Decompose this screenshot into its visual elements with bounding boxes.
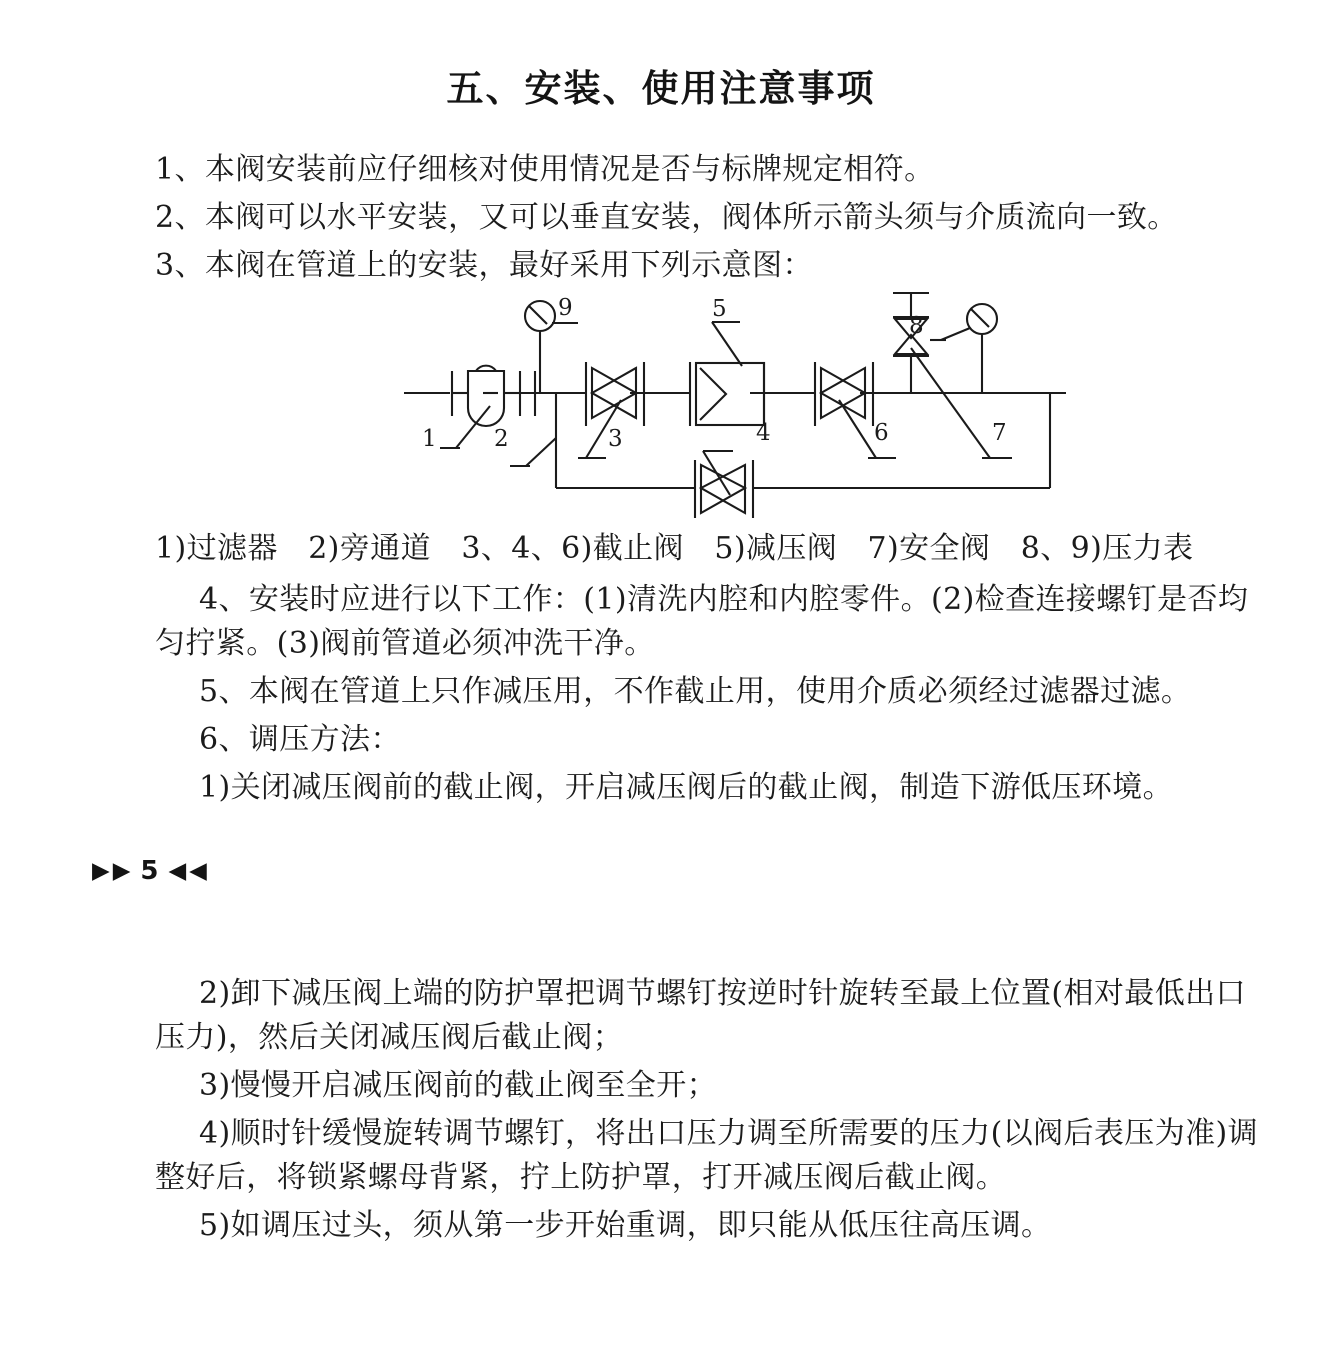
pressure-reducing-valve-5 xyxy=(690,322,764,426)
list-item: 3、本阀在管道上的安装，最好采用下列示意图： xyxy=(155,248,813,283)
list-item: 3)慢慢开启减压阀前的截止阀至全开； xyxy=(199,1068,717,1103)
list-item: 1、本阀安装前应仔细核对使用情况是否与标牌规定相符。 xyxy=(155,152,935,187)
list-item: 4)顺时针缓慢旋转调节螺钉，将出口压力调至所需要的压力(以阀后表压为准)调整好后，将锁紧螺母背紧，拧上防护罩，打开减压阀后截止阀。 xyxy=(155,1116,1258,1195)
fast-forward-icon: ▶▶ xyxy=(92,857,134,884)
diagram-callout-9: 9 xyxy=(558,295,573,321)
diagram-callout-2: 2 xyxy=(494,426,509,452)
diagram-callout-7: 7 xyxy=(992,420,1007,446)
piping-schematic-diagram xyxy=(390,288,1070,520)
diagram-callout-6: 6 xyxy=(874,420,889,446)
list-item: 4、安装时应进行以下工作：(1)清洗内腔和内腔零件。(2)检查连接螺钉是否均匀拧紧。(3)阀前管道必须冲洗干净。 xyxy=(155,582,1249,661)
mid-list xyxy=(155,578,1260,810)
page-title: 五、安装、使用注意事项 xyxy=(446,67,876,110)
second-list xyxy=(155,972,1260,1248)
legend-text: 1)过滤器 2)旁通道 3、4、6)截止阀 5)减压阀 7)安全阀 8、9)压力表 xyxy=(155,531,1194,566)
diagram-callout-1: 1 xyxy=(422,426,437,452)
rewind-icon: ◀◀ xyxy=(168,857,210,884)
list-item: 6、调压方法： xyxy=(199,722,401,757)
intro-list xyxy=(155,148,1260,288)
diagram-callout-3: 3 xyxy=(608,426,623,452)
diagram-callout-8: 8 xyxy=(909,313,924,339)
diagram-callout-5: 5 xyxy=(712,296,727,322)
pressure-gauge-8 xyxy=(930,304,997,393)
list-item: 1)关闭减压阀前的截止阀，开启减压阀后的截止阀，制造下游低压环境。 xyxy=(199,770,1173,805)
list-item: 2)卸下减压阀上端的防护罩把调节螺钉按逆时针旋转至最上位置(相对最低出口压力)，然后关闭减压阀后截止阀； xyxy=(155,976,1246,1055)
diagram-legend xyxy=(155,527,1260,571)
list-item: 5、本阀在管道上只作减压用，不作截止用，使用介质必须经过滤器过滤。 xyxy=(199,674,1192,709)
bypass-loop xyxy=(556,393,1050,488)
page-number: 5 xyxy=(140,856,162,886)
bypass-stop-valve xyxy=(695,451,753,518)
bypass-tee xyxy=(510,371,556,488)
diagram-callout-4: 4 xyxy=(756,420,771,446)
list-item: 5)如调压过头，须从第一步开始重调，即只能从低压往高压调。 xyxy=(199,1208,1052,1243)
list-item: 2、本阀可以水平安装，又可以垂直安装，阀体所示箭头须与介质流向一致。 xyxy=(155,200,1178,235)
page-marker xyxy=(92,856,210,886)
